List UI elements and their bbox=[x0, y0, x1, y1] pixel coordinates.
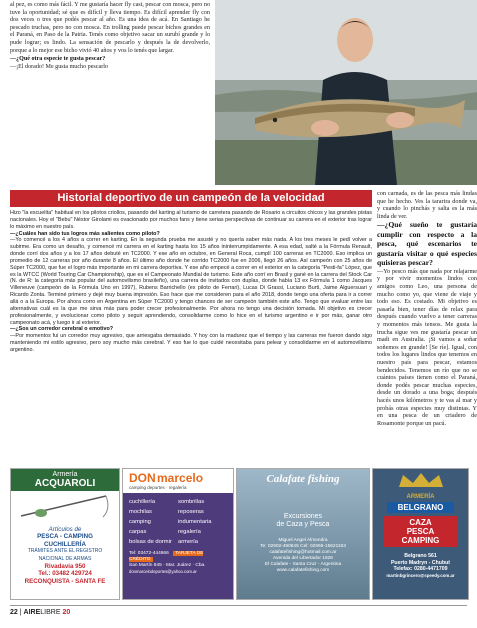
angler-photo bbox=[215, 0, 477, 185]
ad1-address: Rivadavia 950 bbox=[44, 563, 86, 571]
ad3-web: www.calafatefishing.com bbox=[276, 568, 330, 574]
ad2-item-left: camping bbox=[129, 519, 151, 525]
ad4-title: ARMERÍA bbox=[406, 494, 435, 500]
ad1-title1: Armería bbox=[52, 471, 78, 478]
answer-favorite-species: —¡El dorado! Me gusta mucho pescarlo bbox=[10, 63, 108, 70]
right-column bbox=[377, 190, 477, 427]
ad4-camping: CAMPING bbox=[401, 536, 440, 545]
ad1-line4: TRÁMITES ANTE EL REGISTRO bbox=[27, 548, 103, 555]
ad2-item-right: reposeras bbox=[178, 509, 204, 515]
page-footer bbox=[10, 605, 467, 616]
ad2-subtitle: camping deportes · regalería bbox=[129, 485, 187, 490]
intro-column bbox=[10, 2, 210, 71]
ad4-phone: Telefax: 0280-4471709 bbox=[393, 566, 448, 573]
question-favorite-species: —¿Qué otra especie te gusta pescar? bbox=[10, 56, 106, 63]
ad2-item-left: carpas bbox=[129, 529, 147, 535]
ad3-line2: de Caza y Pesca bbox=[276, 521, 330, 529]
answer-dream: —Yo pesco más que nada por relajarme y por vivir momentos lindos con amigos como Leo, una persona de mucho como yo, que viene de viaje y todo eso. Es costado. Mi objetivo es pasarla bien, tener días de relax para después cuando vuelvo a tener carreras y momentos más tensos. Me gusta la trucha sigue ves me gustaría pescar un madi en Australia. ¡Si vamos a soñar soñemos en grande! [Se ríe]. Igual, con todos los lugares lindos que tenemos en nuestro país para pescar, estamos bendecidos. Tenemos un río que no se cuántos países tienen como el Paraná, donde podés pescar muchas especies, desde un dorado a una boga; después hacés unos kilómetros y te vas al mar y probás otras especies muy distintas. Y en una pesca de un criadero de Rosamonte porque un pacú. bbox=[377, 267, 477, 427]
ad1-line5: NACIONAL DE ARMAS bbox=[38, 555, 92, 562]
answer-achievements: —Yo comencé a los 4 años a correr en karting. En la segunda prueba me asusté y no quería saber más nada. A los tres meses le pedí volver a subirme. Era como un desafío, y comencé mi carrera en el karting hasta los 15 años ininterrumpidamente. A esa edad, salté a la Fórmula Renault, donde corrí dos años y a los 17 años debuté en TC2000. Y ese año en octubre, en General Roca, cumplí 100 carreras en TC2000. Eso implica un promedio de 12 carreras por año durante 8 años. El último año donde he corrido TC2000 fue en 2006, llegó 26 años. Así campeón con 25 años de Súper TC2000, que fue el logro más importante en mi carrera deportiva. Y ese año empecé a correr en el exterior en la categoría "Pesti-fa" López, que es la WTCC (World Touring Car Championship), que es el Campeonato Mundial de turismo. Este año corrí en Brasil y gané en la carrera del Stock Car (N. de R: la categoría más popular del automovilismo brasileño), una carrera de invitados con duplas, donde había 13 ex Fórmula 1 como Jacques Villeneuve (campeón de la Fórmula Uno en 1997), Rubens Barrichello (ex piloto de Ferrari), Lucas Di Grassi, Luciano Burti, Jaime Alguersuari y Ricardo Zonta. Terminé primero y dejé muy buena impresión. Eso hace que me consideren para el año 2018, donde tengo una oferta para ir a correr allá o a la Europa. Por ahora corro en Argentina en Súper TC2000 y tengo chances de ser campeón también este año. Tengo que evaluar entre las alternativas cuál es la que me sirva más para poder crecer profesionalmente. Por ahora no tengo una decisión tomada. Mi objetivo es crecer profesionalmente, y evolucionar como piloto y seguir aprendiendo, consolidarme como lo hice en el turismo argentino e ir por más, ganar otro campeonato acá, y luego ir al exterior. bbox=[10, 237, 372, 326]
ad2-address: San Martín 845 · Mar. Juárez · Cba. bbox=[129, 563, 206, 568]
ad2-phone: Tel: 03472-444666 bbox=[129, 551, 169, 556]
ad4-address: Belgrano 561 bbox=[404, 553, 437, 559]
ad2-brand-marcelo: marcelo bbox=[157, 471, 204, 485]
ad2-item-left: bolsas de dormir bbox=[129, 539, 172, 545]
right-intro-paragraph: con carnada, es de las pesca más lindas que he hecho. Ves la tararira donde va, y cuando lo pinchás y salta es la más linda de ver. bbox=[377, 190, 477, 220]
ad4-name: BELGRANO bbox=[387, 502, 454, 513]
ad1-city: RECONQUISTA - SANTA FE bbox=[24, 577, 106, 585]
ad2-item-left: mochilas bbox=[129, 509, 152, 515]
ad3-line1: Excursiones bbox=[283, 513, 323, 520]
ad1-line1: Artículos de bbox=[48, 526, 82, 533]
ad4-city: Puerto Madryn - Chubut bbox=[390, 559, 451, 566]
ad1-phone: Tel.: 03482 429724 bbox=[38, 570, 92, 578]
ad3-phone: Te: 02902-490645 Cel: 02966-15621163 bbox=[260, 543, 346, 549]
ad3-logo: Calafate fishing bbox=[266, 473, 340, 485]
ad2-item-right: armería bbox=[178, 539, 198, 545]
footer-separator: | bbox=[19, 609, 22, 616]
issue-number: 20 bbox=[62, 609, 71, 616]
ad3-address: Avenida del Libertador 1826 bbox=[273, 556, 333, 562]
ad4-caza: CAZA bbox=[409, 518, 432, 527]
ad-don-marcelo[interactable] bbox=[122, 468, 234, 600]
ad2-item-right: indumentaria bbox=[178, 519, 212, 525]
answer-driver-style: —Por momentos fui un corredor muy agresivo, que arriesgaba demasiado. Y hoy con la madurez que el tiempo y las carreras me fueron dando sigo manteniendo mi estilo agresivo, pero soy mucho más cerebral. Y eso fue lo que cuidé necesitaba para pelear y consolidarme en el automovilismo argentino. bbox=[10, 333, 372, 353]
question-achievements: —¿Cuáles han sido tus logros más salientes como piloto? bbox=[10, 230, 160, 237]
ad-calafate-fishing[interactable] bbox=[236, 468, 370, 600]
ad2-brand-don: DON bbox=[129, 471, 156, 485]
ad2-card-badge: TARJETA DE CRÉDITO bbox=[129, 551, 204, 562]
magazine-name-libre: LIBRE bbox=[40, 609, 61, 616]
ad-armeria-belgrano[interactable] bbox=[372, 468, 469, 600]
magazine-name-aire: AIRE bbox=[23, 609, 41, 616]
ad2-email: donmarcelodeportes@yahoo.com.ar bbox=[129, 569, 197, 574]
ad3-name: Miguel Angel Almendra bbox=[278, 537, 328, 543]
ad2-item-left: cuchillería bbox=[129, 499, 156, 505]
crown-icon bbox=[391, 471, 451, 489]
ad2-item-right: regalería bbox=[178, 529, 201, 535]
question-driver-style: —¿Sos un corredor cerebral o emotivo? bbox=[10, 326, 114, 333]
ad1-title2: ACQUAROLI bbox=[34, 478, 96, 489]
article-intro-paragraph: Hizo "la escuelita" habitual en los pilotos criollos, pasando del karting al turismo de carretera pasando de Rosario a circuitos chicos y las grandes pistas nacionales. Hoy el "Bebu" Néstor Girolami es ovacionado por muchos fans y tiene serias perspectivas de continuar su carrera en el exterior tras lograr lo máximo en nuestro país. bbox=[10, 210, 372, 230]
ad1-line2: PESCA - CAMPING bbox=[37, 533, 93, 541]
ad3-email: calafatefishing@hotmail.com.ar bbox=[269, 550, 337, 555]
article-section-title: Historial deportivo de un campeón de la velocidad bbox=[10, 190, 372, 207]
ad4-email: martinbgrincero@speedy.com.ar bbox=[386, 572, 455, 578]
ad2-item-right: sombrillas bbox=[178, 499, 205, 505]
ad-armeria-acquaroli[interactable] bbox=[10, 468, 120, 600]
ad4-pesca: PESCA bbox=[406, 527, 435, 536]
angler-with-fish-illustration bbox=[215, 0, 477, 185]
fishing-rod-icon bbox=[11, 491, 119, 521]
page-number: 22 bbox=[10, 609, 18, 616]
ad3-city: El Calafate - Santa Cruz - Argentina bbox=[264, 562, 342, 568]
intro-paragraph: al pez, es como más fácil. Y me gustaría hacer fly cast, pescar con mosca, pero no tuve la oportunidad; sé que es difícil y lleva tiempo. Es difícil aprender fly con dos veces o tres que podés pescar al año. Es una idea de acá. En Santiago he pescado truchas, pero no con mosca. En trolling puede pescar bichos grandes en el Paraná, en Paso de la Patria. Tenés como objetivo sacar un surubí grande y lo pude lograr; es lindo. La sensación de pescarlo y después la de devolverlo, porque a lo mejor ese bicho vivió 40 años y vos lo tenés que largar. bbox=[10, 2, 210, 54]
article-body bbox=[10, 210, 372, 354]
question-dream: —¿Qué sueño te gustaría cumplir con respecto a la pesca, qué escenarios te gustaría visitar o qué especies quisieras pescar? bbox=[377, 220, 477, 268]
ad1-line3: CUCHILLERÍA bbox=[44, 540, 86, 548]
